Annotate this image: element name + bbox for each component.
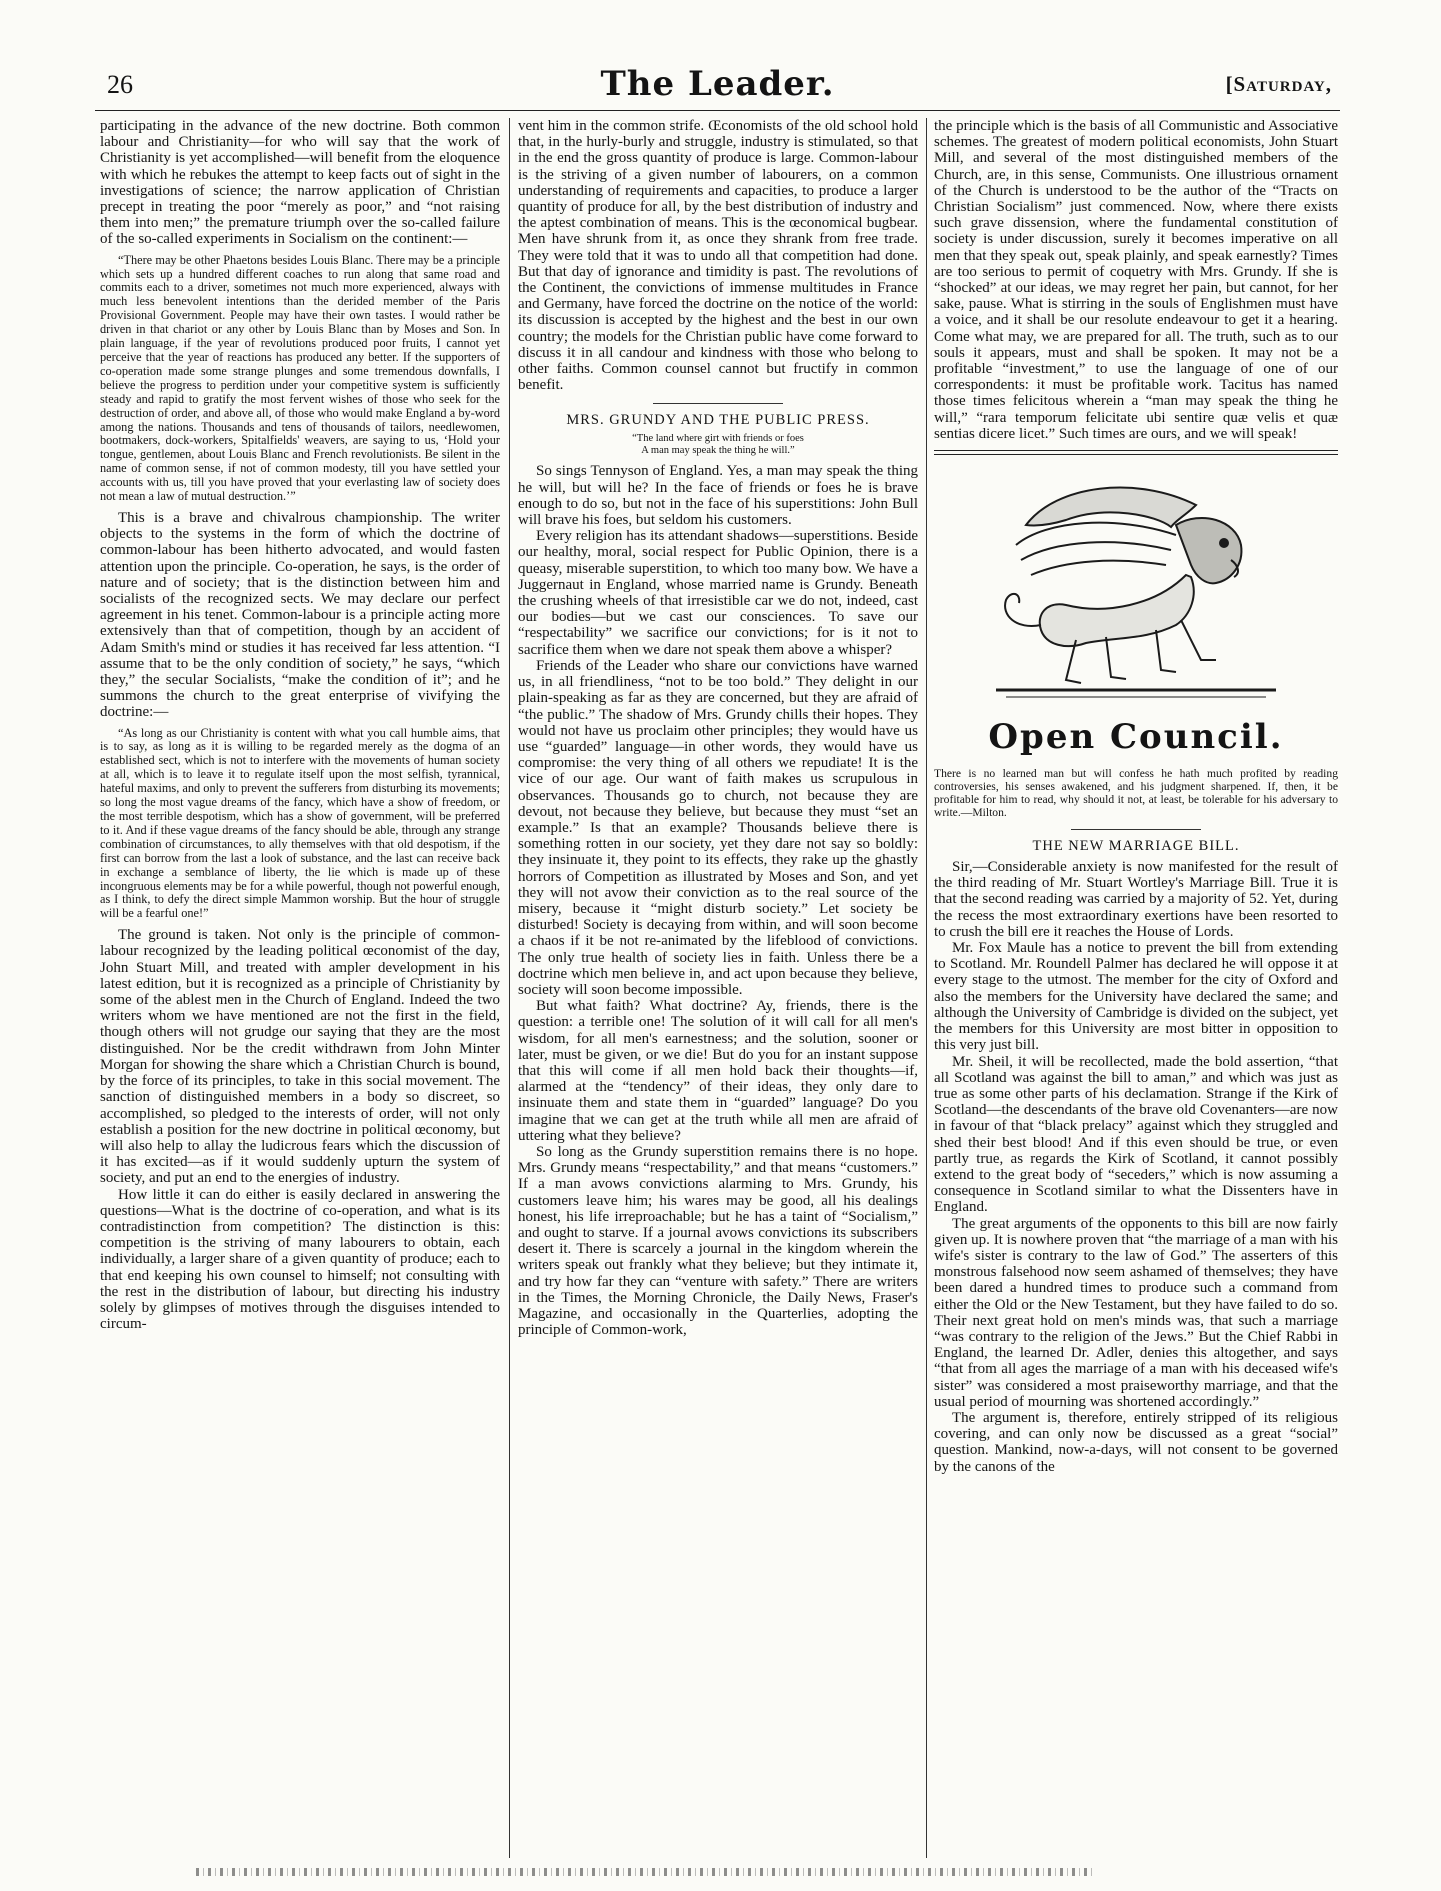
column-3 <box>934 118 1338 1858</box>
paragraph: Mr. Sheil, it will be recollected, made the bold assertion, “that all Scotland was against the bill to aman,” and which was just as true as some other parts of his declamation. Strange if the Kirk of Scotland—the descendants of the brave old Covenanters—are now in favour of that “black prelacy” against which they struggled and shed their best blood! And if this even should be true, or even partly true, as regards the Kirk of Scotland, it cannot possibly extend to the great body of “seceders,” which is now assuming a consequence in Scotland similar to what the Dissenters have in England. <box>934 1053 1338 1216</box>
article-heading: THE NEW MARRIAGE BILL. <box>1032 838 1240 855</box>
section-double-rule <box>934 450 1338 455</box>
paragraph: The great arguments of the opponents to this bill are now fairly given up. It is nowhere proven that “the marriage of a man with his wife's sister is contrary to the law of God.” The asserters of this monstrous falsehood now seem ashamed of themselves; they have been dared a hundred times to produce such a command from either the Old or the New Testament, but they have failed to do so. Their next great hold on men's minds was, that such a marriage “was contrary to the religion of the Jews.” But the Chief Rabbi in England, the learned Dr. Adler, denies this altogether, and says “that from all ages the marriage of a man with his deceased wife's sister” was considered a most praiseworthy marriage, and that the usual period of mourning was shortened accordingly.” <box>934 1215 1338 1410</box>
issue-day: [Saturday, <box>1225 72 1332 96</box>
column-2 <box>518 118 918 1858</box>
epigraph-line: “The land where girt with friends or foes <box>632 433 804 445</box>
paragraph: Mr. Fox Maule has a notice to prevent the bill from extending to Scotland. Mr. Roundell Palmer has declared he will oppose it at every stage to the utmost. The member for the city of Oxford and also the members for the University have declared the same; and although the University of Cambridge is divided on the subject, yet the members for this University are most bitter in opposition to this very just bill. <box>934 940 1338 1054</box>
paragraph: the principle which is the basis of all Communistic and Associative schemes. The greatest of modern political economists, John Stuart Mill, and several of the most distinguished members of the Church, are, in this sense, Communists. One illustrious ornament of the Church is understood to be the author of the “Tracts on Christian Socialism” just commenced. Now, where there exists such grave dissension, where the fundamental constitution of society is under discussion, surely it becomes imperative on all men that they speak out, speak plainly, and speak earnestly? Times are too serious to permit of coquetry with Mrs. Grundy. If she is “shocked” at our ideas, we may regret her pain, but cannot, for her sake, pause. What is stirring in the souls of Englishmen must have a voice, and it shall be our resolute endeavour to get it a hearing. Come what may, we are prepared for all. The truth, such as to our souls it appears, must and shall be spoken. It may not be a profitable “investment,” to use the language of one of our correspondents: it must be profitable work. Tacitus has named those times felicitous wherein a “man may speak the thing he will,” “rara temporum felicitate ubi sentire quæ velis et quæ sentias dicere licet.” Such times are ours, and we will speak! <box>934 118 1338 442</box>
article-heading: MRS. GRUNDY AND THE PUBLIC PRESS. <box>566 412 870 429</box>
column-divider <box>926 118 927 1858</box>
page-number: 26 <box>107 70 133 99</box>
paragraph: The ground is taken. Not only is the principle of common-labour recognized by the leading political œconomist of the day, John Stuart Mill, and treated with ampler development in his latest edition, but it is recognized as a principle of Christianity by some of the ablest men in the Church of England. Indeed the two writers whom we have mentioned are not the first in the field, though others will not grudge our saying that they are the most distinguished. Nor be the credit withdrawn from John Minter Morgan for showing the share which a Christian Church is bound, by the force of its principles, to take in this social movement. The sanction of distinguished members in a body so discreet, so accomplished, so pledged to the interests of order, will not only establish a position for the new doctrine in political œconomy, but will also help to allay the ludicrous fears which the discussion of it has excited—as if it would suddenly upturn the system of society, and put an end to the energies of industry. <box>100 927 500 1187</box>
column-1 <box>100 118 500 1858</box>
masthead <box>95 60 1340 110</box>
motto: There is no learned man but will confess he hath much profited by reading controversies, his senses awakened, and his judgment sharpened. If, then, it be profitable for him to read, why should it not, at least, be tolerable for his adversary to write.—Milton. <box>934 767 1338 820</box>
quotation: “As long as our Christianity is content with what you call humble aims, that is to say, as long as it is willing to be regarded merely as the dogma of an established sect, which is not to interfere with the movements of human society at all, which is to leave it to regulate itself upon the most selfish, tyrannical, hateful maxims, and only to prevent the sufferers from disturbing its movements; so long the most vague dreams of the fancy, which have a show of freedom, or the most terrible despotism, which has a show of government, will be preferred to it. And if these vague dreams of the fancy should be able, through any strange combination of circumstances, to ally themselves with that old despotism, if the first can borrow from the last a look of substance, and the last can receive back in exchange a semblance of liberty, the lie which is made up of these incongruous elements may be for a while powerful, though not powerful enough, as I think, to defy the direct simple Mammon worship. But the hour of struggle will be a fearful one!” <box>100 725 500 921</box>
paragraph: Friends of the Leader who share our convictions have warned us, in all friendliness, “not to be too bold.” They delight in our plain-speaking as far as they are concerned, but they are afraid of “the public.” The shadow of Mrs. Grundy chills their hopes. They would not have us proclaim other principles; they would have us use “guarded” language—in other words, they would have us compromise: the very thing of all others we repudiate! It is the vice of our age. Our want of faith makes us scrupulous in observances. Thousands go to church, not because they are devout, not because they believe, but because they must “set an example.” Is that an example? Thousands believe there is something rotten in our society, yet they dare not say so boldly: they insinuate it, they point to its effects, they rake up the ghastly horrors of Competition as illustrated by Moses and Son, and yet they will not avow their conviction as to the real source of the misery, because it “might disturb society.” Let society be disturbed! Society is decaying from within, and will soon become a chaos if it be not re-animated by the lifeblood of convictions. The only true health of society lies in faith. Unless there be a doctrine which men believe in, and act upon because they believe, society will soon become impossible. <box>518 657 918 998</box>
newspaper-title: The Leader. <box>600 64 835 104</box>
quotation: “There may be other Phaetons besides Louis Blanc. There may be a principle which sets up a hundred different coaches to run along that same road and commits each to a driver, sometimes not much more experienced, always with much less benevolent intentions than the derided member of the Paris Provisional Government. People may have their own tastes. I would rather be driven in that chariot or any other by Louis Blanc than by Moses and Son. In plain language, if the year of revolutions produced poor fruits, I cannot yet perceive that the year of reactions has produced any better. If the supporters of co-operation made some strange plunges and some tremendous downfalls, I believe the progress to perdition under your competitive system is sufficiently steady and rapid to gratify the most fervent wishes of those who seek for the destruction of order, and above all, of those who would make England a by-word among the nations. Thousands and tens of thousands of tailors, needlewomen, bootmakers, dock-workers, Spitalfields' weavers, are saying to us, ‘Hold your tongue, gentlemen, about Louis Blanc and French revolutionists. Be silent in the name of common sense, if not of common modesty, till you have settled your accounts with us, till you have proved that your everlasting law of society does not mean a law of mutual destruction.’” <box>100 252 500 504</box>
paragraph: So sings Tennyson of England. Yes, a man may speak the thing he will, but will he? In the face of friends or foes he is brave enough to do so, but not in the face of his superstitions: John Bull will brave his foes, but seldom his customers. <box>518 463 918 529</box>
paragraph: Every religion has its attendant shadows—superstitions. Beside our healthy, moral, social respect for Public Opinion, there is a queasy, miserable superstition, to which too many bow. We have a Juggernaut in England, whose married name is Grundy. Beneath the crushing wheels of that irresistible car we do not, indeed, cast our bodies—but we cast our consciences. To save our “respectability” we sacrifice our convictions; for is it not to sacrifice them when we dare not speak them above a whisper? <box>518 528 918 658</box>
paragraph: Sir,—Considerable anxiety is now manifested for the result of the third reading of Mr. Stuart Wortley's Marriage Bill. True it is that the second reading was carried by a majority of 52. Yet, during the recess the most extraordinary exertions have been resorted to to crush the bill ere it reaches the House of Lords. <box>934 859 1338 940</box>
paragraph: vent him in the common strife. Œconomists of the old school hold that, in the hurly-burly and struggle, industry is stimulated, so that in the end the gross quantity of produce is large. Common-labour is the striving of a given number of labourers, on a common understanding of requirements and capacities, to produce a larger quantity of produce for all, by the best distribution of industry and the aptest combination of means. This is the œconomical bugbear. Men have shrunk from it, as once they shrank from free trade. They were told that it was to undo all that competition had done. But that day of ignorance and timidity is past. The revolutions of the Continent, the convictions of immense multitudes in France and Germany, have forced the doctrine on the notice of the world: its discussion is accepted by the highest and the best in our own country; the models for the Christian public have come forward to discuss it in all candour and kindness with those who belong to other faiths. Common counsel cannot but fructify in common benefit. <box>518 118 918 394</box>
masthead-rule <box>95 110 1340 111</box>
paragraph: But what faith? What doctrine? Ay, friends, there is the question: a terrible one! The solution of it will call for all men's wisdom, for all men's earnestness; and the solution, sooner or later, must be given, or we die! But do you for an instant suppose that this will come if all men hold back their thoughts—if, alarmed at the “tendency” of their ideas, they only dare to insinuate them and state them in “guarded” language? Do you imagine that we can get at the truth while all men are afraid of uttering what they believe? <box>518 998 918 1144</box>
epigraph-line: A man may speak the thing he will.” <box>641 445 795 457</box>
paragraph: participating in the advance of the new doctrine. Both common labour and Christianity—for who will say that the work of Christianity is yet accomplished—will benefit from the eloquence with which he rebukes the attempt to keep facts out of sight in the investigations of science; the narrow application of Christian precept in treating the poor “merely as poor,” and “not raising them into men;” the premature triumph over the so-called failure of the so-called experiments in Socialism on the continent:— <box>100 118 500 248</box>
winged-lion-icon <box>986 465 1286 715</box>
paragraph: The argument is, therefore, entirely stripped of its religious covering, and can only now be discussed as a great “social” question. Mankind, now-a-days, will not consent to be governed by the canons of the <box>934 1409 1338 1475</box>
section-title: Open Council. <box>988 717 1284 758</box>
scan-artifact <box>196 1868 1096 1876</box>
epigraph <box>518 433 918 457</box>
column-divider <box>509 118 510 1858</box>
section-rule <box>1071 829 1201 830</box>
paragraph: So long as the Grundy superstition remains there is no hope. Mrs. Grundy means “respectability,” and that means “customers.” If a man avows convictions alarming to Mrs. Grundy, his customers leave him; his wares may be good, all his dealings honest, his life irreproachable; but he has a taint of “Socialism,” and ought to starve. If a journal avows convictions its subscribers desert it. There is scarcely a journal in the kingdom wherein the writers speak out frankly what they believe; but they intimate it, and try how far they can “venture with safety.” There are writers in the Times, the Morning Chronicle, the Daily News, Fraser's Magazine, and occasionally in the Quarterlies, adopting the principle of Common-work, <box>518 1143 918 1339</box>
paragraph: How little it can do either is easily declared in answering the questions—What is the doctrine of co-operation, and what is its contradistinction from competition? The distinction is this: competition is the striving of many labourers to obtain, each individually, a larger share of a given quantity of produce; each to that end keeping his own counsel to himself; not consulting with the rest in the distribution of labour, but directing his industry solely by glimpses of motives through the disguises intended to circum- <box>100 1186 500 1333</box>
paragraph: This is a brave and chivalrous championship. The writer objects to the systems in the form of which the doctrine of common-labour has been hitherto advocated, and would fasten attention upon the principle. Co-operation, he says, is the order of nature and of society; that is the distinction between him and socialists of the recognized sects. We may declare our perfect agreement in his tenet. Common-labour is a principle acting more extensively than that of competition, though by an accident of Adam Smith's mind or studies it has received far less attention. “I assume that to be the only condition of society,” he says, “which they,” the secular Socialists, “make the condition of it”; and he summons the church to the great enterprise of vivifying the doctrine:— <box>100 509 500 721</box>
section-rule <box>653 403 783 404</box>
